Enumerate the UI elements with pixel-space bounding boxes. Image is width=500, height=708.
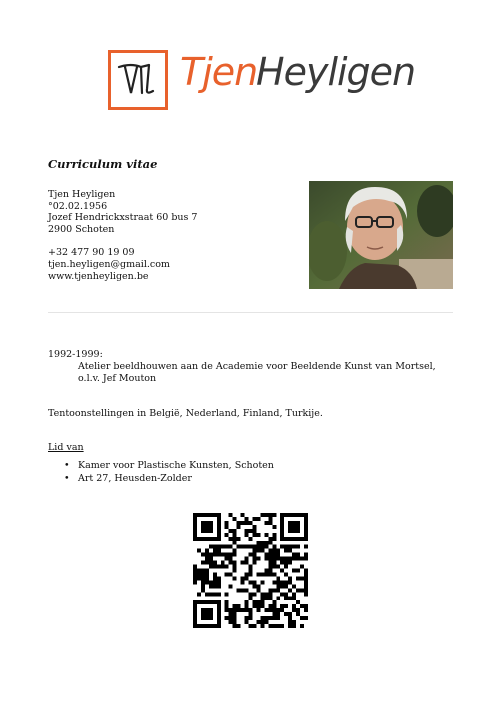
list-item — [64, 460, 274, 473]
membership-item: Art 27, Heusden-Zolder — [78, 472, 192, 484]
education-period: 1992-1999: — [48, 349, 103, 360]
membership-heading: Lid van — [48, 442, 84, 453]
qr-code — [193, 513, 308, 628]
contact-city: 2900 Schoten — [48, 223, 115, 235]
bullet-icon: • — [64, 472, 70, 484]
contact-website[interactable]: www.tjenheyligen.be — [48, 270, 149, 282]
cv-title: Curriculum vitae — [48, 157, 158, 171]
section-divider — [48, 312, 453, 313]
contact-phone: +32 477 90 19 09 — [48, 247, 135, 259]
logo — [108, 50, 416, 112]
contact-name: Tjen Heyligen — [48, 189, 116, 200]
education-description: Atelier beeldhouwen aan de Academie voor Beeldende Kunst van Mortsel, o.l.v. Jef Mouton — [78, 361, 436, 384]
contact-block — [48, 189, 197, 282]
contact-street: Jozef Hendrickxstraat 60 bus 7 — [48, 212, 198, 224]
portrait-photo — [309, 181, 453, 289]
logo-mark — [108, 50, 168, 110]
bullet-icon: • — [64, 460, 70, 471]
contact-birthdate: °02.02.1956 — [48, 200, 108, 212]
membership-item: Kamer voor Plastische Kunsten, Schoten — [78, 460, 274, 471]
logo-first-name: Tjen — [180, 50, 258, 94]
contact-email[interactable]: tjen.heyligen@gmail.com — [48, 258, 170, 270]
sculpture-logo-icon — [111, 53, 165, 107]
exhibitions-text: Tentoonstellingen in België, Nederland, Finland, Turkije. — [48, 408, 323, 419]
logo-last-name: Heyligen — [256, 50, 416, 94]
membership-list — [64, 460, 274, 485]
list-item — [64, 473, 274, 486]
